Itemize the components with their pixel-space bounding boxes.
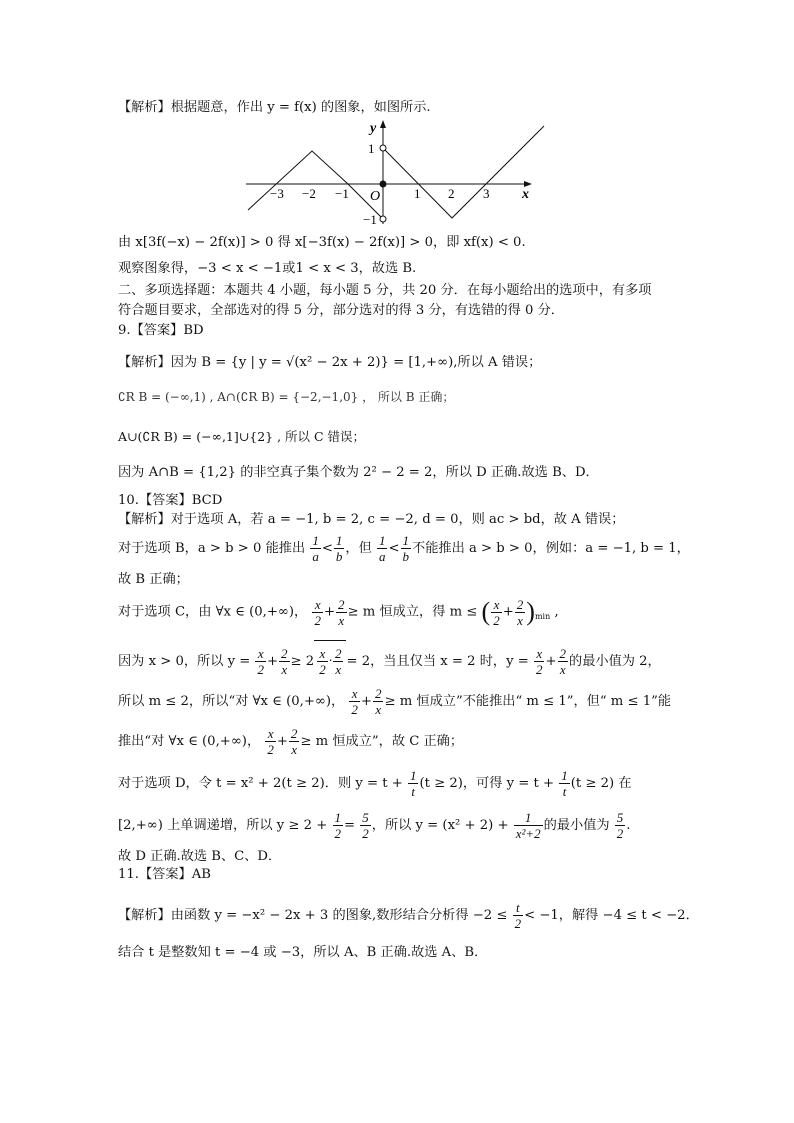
q10-line-h: 对于选项 D，令 t = x² + 2(t ≥ 2)．则 y = t + $\frac{1}{t}$ (t ≥ 2)，可得 y = t + $\frac{1}{t}$ (t ≥ 2) 在 (118, 768, 632, 799)
y-tick-neg1: −1 (363, 212, 377, 227)
origin-label: O (370, 189, 381, 204)
x-tick: 3 (483, 186, 490, 201)
answer-10: 10.【答案】BCD (118, 493, 223, 508)
q9-line-4: 因为 A∩B = {1,2} 的非空真子集个数为 2² − 2 = 2，所以 D 正确.故选 B、D． (118, 465, 599, 480)
x-axis-label: x (522, 187, 529, 202)
analysis-line-2: 由 x[3f(−x) − 2f(x)] > 0 得 x[−3f(x) − 2f(x)] > 0，即 xf(x) < 0. (118, 235, 526, 250)
q10-line-e: 因为 x > 0，所以 y = $\frac{x}{2}$ + $\frac{2}{x}$ ≥ 2 $\frac{x}{2}$ · $\frac{2}{x}$ = 2，当且仅当 x = 2 时，y = $\frac{x}{2}$ + $\frac{2}{x}$ 的最小值为 2， (118, 640, 661, 682)
answer-9: 9.【答案】BD (118, 323, 204, 338)
q9-line-3: A∪(∁R B) = (−∞,1]∪{2} , 所以 C 错误； (118, 429, 366, 444)
square-root: $\frac{x}{2}$ · $\frac{2}{x}$ (314, 640, 346, 681)
q10-line-f: 所以 m ≤ 2，所以“对 ∀x ∈ (0,+∞)， $\frac{x}{2}$ + $\frac{2}{x}$ ≥ m 恒成立”不能推出“ m ≤ 1”，但“ m ≤ 1”能 (118, 686, 672, 717)
fraction: $\frac{x}{2}$ (351, 686, 358, 717)
fraction: $\frac{5}{2}$ (362, 810, 369, 841)
section-heading-cont: 符合题目要求，全部选对的得 5 分，部分选对的得 3 分，有选错的得 0 分． (118, 303, 564, 318)
q10-line-b: 对于选项 B，a > b > 0 能推出 $\frac{1}{a}$ < $\frac{1}{b}$ ，但 $\frac{1}{a}$ < $\frac{1}{b}$ 不能推出 a > b > 0，例如：a = −1, b = 1， (118, 533, 690, 564)
x-tick: 2 (448, 186, 455, 201)
fraction: $\frac{2}{x}$ (516, 596, 524, 628)
fraction: $\frac{1}{a}$ (378, 533, 386, 564)
fraction: $\frac{2}{x}$ (559, 646, 567, 677)
fraction: $\frac{x}{2}$ (267, 726, 274, 757)
fraction: $\frac{1}{b}$ (335, 533, 343, 564)
q10-line-c: 故 B 正确； (118, 572, 189, 587)
q9-line-1: 【解析】因为 B = {y | y = √(x² − 2x + 2)} = [1,+∞),所以 A 错误； (118, 355, 542, 370)
section-heading: 二、多项选择题：本题共 4 小题，每小题 5 分，共 20 分．在每小题给出的选项中，有多项 (118, 283, 652, 298)
x-tick: −2 (302, 186, 316, 201)
fraction: $\frac{x}{2}$ (535, 646, 543, 677)
fraction: $\frac{2}{x}$ (338, 596, 345, 628)
y-axis-label: y (370, 121, 377, 136)
fraction: $\frac{1}{\text{x²+2}}$ (515, 810, 541, 841)
fraction: $\frac{2}{x}$ (281, 646, 288, 677)
fraction: $\frac{1}{2}$ (334, 810, 342, 841)
y-tick-1: 1 (368, 141, 375, 156)
fraction: $\frac{x}{2}$ (493, 596, 500, 628)
x-tick: 1 (414, 186, 421, 201)
fraction: $\frac{x}{2}$ (257, 646, 264, 677)
q11-line-a: 【解析】由函数 y = −x² − 2x + 3 的图象,数形结合分析得 −2 ≤ $\frac{t}{2}$ < −1，解得 −4 ≤ t < −2． (118, 900, 699, 931)
fraction: $\frac{5}{2}$ (616, 810, 624, 841)
q11-line-b: 结合 t 是整数知 t = −4 或 −3，所以 A、B 正确.故选 A、B． (118, 945, 488, 960)
q10-line-g: 推出“对 ∀x ∈ (0,+∞)， $\frac{x}{2}$ + $\frac{2}{x}$ ≥ m 恒成立”，故 C 正确； (118, 726, 464, 757)
fraction: $\frac{2}{x}$ (374, 686, 382, 717)
fraction: $\frac{1}{b}$ (402, 533, 410, 564)
fraction: $\frac{x}{2}$ (314, 596, 321, 628)
origin-point (380, 181, 387, 188)
fraction: $\frac{1}{a}$ (312, 533, 319, 564)
answer-11: 11.【答案】AB (118, 867, 211, 882)
fraction: $\frac{1}{t}$ (561, 768, 568, 799)
q9-line-2: ∁R B = (−∞,1) , A∩(∁R B) = {−2,−1,0} ， 所以 B 正确； (118, 390, 455, 404)
q10-line-i: [2,+∞) 上单调递增，所以 y ≥ 2 + $\frac{1}{2}$ = $\frac{5}{2}$ ，所以 y = (x² + 2) + $\frac{1}{\text{x²+2}}$ 的最小值为 $\frac{5}{2}$ . (118, 810, 631, 841)
fraction: $\frac{1}{t}$ (409, 768, 417, 799)
fraction: $\frac{2}{x}$ (290, 726, 298, 757)
x-tick: −3 (270, 186, 284, 201)
fraction: $\frac{t}{2}$ (514, 900, 522, 931)
x-tick: −1 (335, 186, 349, 201)
open-point-upper (380, 145, 386, 151)
q10-line-j: 故 D 正确.故选 B、C、D． (118, 849, 282, 864)
analysis-line-3: 观察图象得，−3 < x < −1或1 < x < 3，故选 B. (118, 261, 417, 276)
open-point-lower (380, 216, 386, 222)
analysis-line-1: 【解析】根据题意，作出 y = f(x) 的图象，如图所示. (118, 100, 431, 115)
q10-line-a: 【解析】对于选项 A，若 a = −1, b = 2, c = −2, d = 0，则 ac > bd，故 A 错误； (118, 512, 625, 527)
q10-line-d: 对于选项 C，由 ∀x ∈ (0,+∞)， $\frac{x}{2}$ + $\frac{2}{x}$ ≥ m 恒成立，得 m ≤ ( $\frac{x}{2}$ + $\frac{2}{x}$ )$_{min}$ , (118, 596, 559, 628)
function-graph (246, 118, 546, 228)
